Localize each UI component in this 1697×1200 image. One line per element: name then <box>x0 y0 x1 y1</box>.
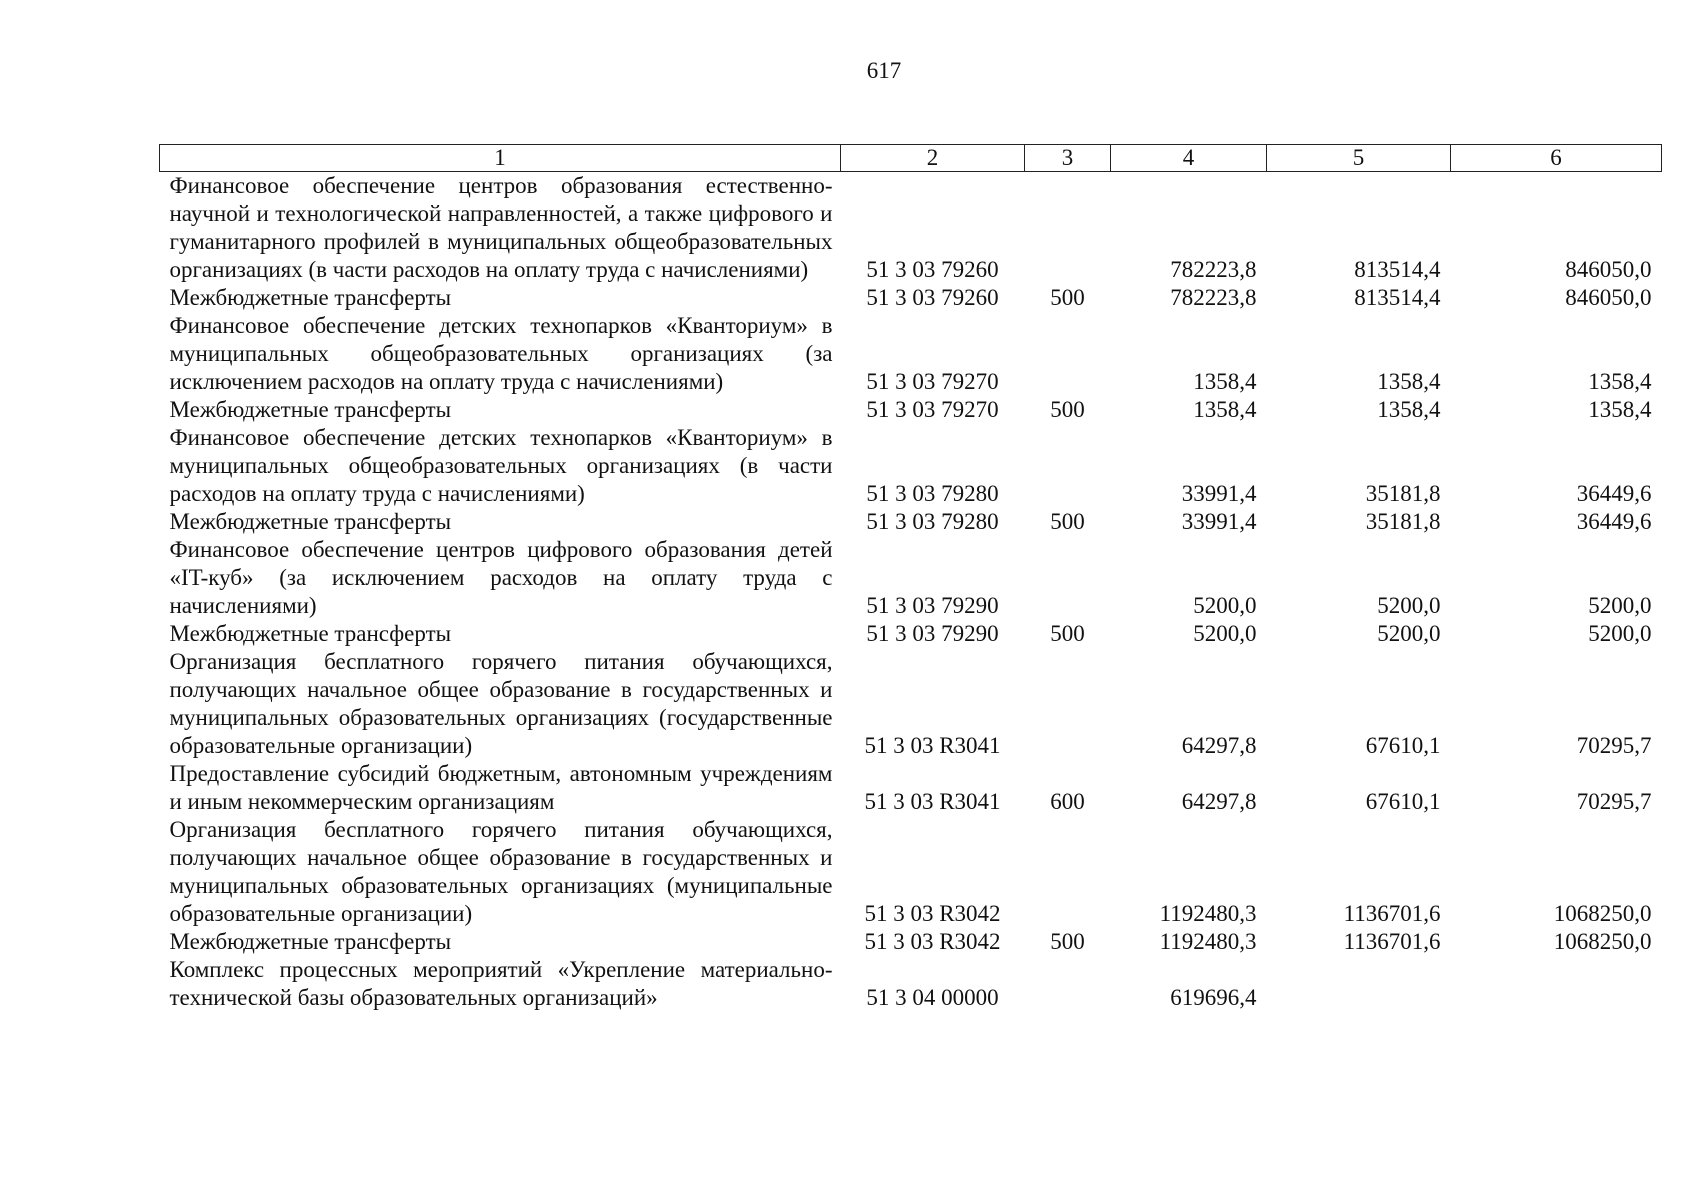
table-row <box>160 956 1662 1012</box>
row-value-6: 1068250,0 <box>1553 901 1652 926</box>
table-row <box>160 620 1662 648</box>
row-value-6 <box>1451 956 1662 1012</box>
row-value-4: 1192480,3 <box>1159 929 1257 954</box>
row-name: Предоставление субсидий бюджетным, автономным учреждениям и иным некоммерческим организациям <box>169 761 833 814</box>
row-code: 51 3 03 79260 <box>866 285 999 310</box>
row-value-6: 846050,0 <box>1565 285 1652 310</box>
row-name: Межбюджетные трансферты <box>169 621 452 646</box>
row-expense-type: 500 <box>1050 397 1085 422</box>
header-cell-1: 1 <box>160 145 841 172</box>
row-expense-type: 500 <box>1050 929 1085 954</box>
row-value-6: 5200,0 <box>1588 621 1652 646</box>
row-code: 51 3 03 R3042 <box>864 929 1001 954</box>
table-row <box>160 284 1662 312</box>
row-name: Межбюджетные трансферты <box>169 509 452 534</box>
table-row <box>160 648 1662 760</box>
header-cell-5: 5 <box>1267 145 1451 172</box>
row-value-5: 35181,8 <box>1365 481 1441 506</box>
row-value-4: 5200,0 <box>1193 621 1257 646</box>
row-name: Организация бесплатного горячего питания обучающихся, получающих начальное общее образование в государственных и муниципальных образовательных организациях (государственные образовательные организации) <box>169 649 833 758</box>
row-value-4: 1358,4 <box>1193 369 1257 394</box>
row-code: 51 3 03 R3041 <box>864 733 1001 758</box>
row-value-6: 1358,4 <box>1588 397 1652 422</box>
row-code: 51 3 03 79280 <box>866 481 999 506</box>
row-value-4: 782223,8 <box>1170 257 1257 282</box>
row-value-6: 70295,7 <box>1576 789 1652 814</box>
row-value-5: 1136701,6 <box>1343 901 1441 926</box>
row-value-6: 1358,4 <box>1588 369 1652 394</box>
row-code: 51 3 03 R3042 <box>864 901 1001 926</box>
row-name: Финансовое обеспечение детских технопарков «Кванториум» в муниципальных общеобразовательных организациях (за исключением расходов на оплату труда с начислениями) <box>169 313 833 394</box>
row-value-5: 5200,0 <box>1377 621 1441 646</box>
row-value-6: 1068250,0 <box>1553 929 1652 954</box>
row-code: 51 3 03 R3041 <box>864 789 1001 814</box>
row-value-5: 5200,0 <box>1377 593 1441 618</box>
row-expense-type <box>1025 312 1111 396</box>
row-value-4: 1192480,3 <box>1159 901 1257 926</box>
row-code: 51 3 03 79270 <box>866 369 999 394</box>
row-expense-type <box>1025 424 1111 508</box>
table-row <box>160 312 1662 396</box>
header-cell-6: 6 <box>1451 145 1662 172</box>
row-name: Комплекс процессных мероприятий «Укрепление материально-технической базы образовательных организаций» <box>169 957 833 1010</box>
row-expense-type <box>1025 956 1111 1012</box>
row-code: 51 3 04 00000 <box>866 985 999 1010</box>
row-value-6: 846050,0 <box>1565 257 1652 282</box>
header-cell-4: 4 <box>1111 145 1267 172</box>
row-expense-type: 500 <box>1050 285 1085 310</box>
row-value-4: 33991,4 <box>1181 509 1257 534</box>
row-value-4: 33991,4 <box>1181 481 1257 506</box>
row-name: Межбюджетные трансферты <box>169 397 452 422</box>
row-value-6: 36449,6 <box>1576 509 1652 534</box>
row-value-5: 1358,4 <box>1377 397 1441 422</box>
table-row <box>160 172 1662 285</box>
row-value-5: 813514,4 <box>1354 285 1441 310</box>
row-value-5: 1358,4 <box>1377 369 1441 394</box>
table-row <box>160 424 1662 508</box>
row-expense-type <box>1025 816 1111 928</box>
row-code: 51 3 03 79270 <box>866 397 999 422</box>
table-row <box>160 536 1662 620</box>
row-name: Финансовое обеспечение центров цифрового образования детей «IT-куб» (за исключением расходов на оплату труда с начислениями) <box>169 537 833 618</box>
row-value-4: 64297,8 <box>1181 733 1257 758</box>
row-value-4: 782223,8 <box>1170 285 1257 310</box>
row-value-5 <box>1267 956 1451 1012</box>
table-body <box>160 172 1662 1013</box>
header-cell-3: 3 <box>1025 145 1111 172</box>
row-value-6: 36449,6 <box>1576 481 1652 506</box>
row-code: 51 3 03 79260 <box>866 257 999 282</box>
row-expense-type <box>1025 648 1111 760</box>
row-value-4: 619696,4 <box>1170 985 1257 1010</box>
row-value-5: 1136701,6 <box>1343 929 1441 954</box>
row-value-5: 813514,4 <box>1354 257 1441 282</box>
row-name: Финансовое обеспечение центров образования естественно-научной и технологической направленностей, а также цифрового и гуманитарного профилей в муниципальных общеобразовательных организациях (в части расходов на оплату труда с начислениями) <box>169 173 833 282</box>
row-name: Организация бесплатного горячего питания обучающихся, получающих начальное общее образование в государственных и муниципальных образовательных организациях (муниципальные образовательные организации) <box>169 817 833 926</box>
table-row <box>160 816 1662 928</box>
header-cell-2: 2 <box>841 145 1025 172</box>
row-value-5: 35181,8 <box>1365 509 1441 534</box>
row-value-5: 67610,1 <box>1365 733 1441 758</box>
table-header <box>160 145 1662 172</box>
row-expense-type: 600 <box>1050 789 1085 814</box>
header-row <box>160 145 1662 172</box>
row-code: 51 3 03 79280 <box>866 509 999 534</box>
row-expense-type: 500 <box>1050 509 1085 534</box>
row-value-6: 70295,7 <box>1576 733 1652 758</box>
table-row <box>160 508 1662 536</box>
table-row <box>160 396 1662 424</box>
row-code: 51 3 03 79290 <box>866 593 999 618</box>
row-value-5: 67610,1 <box>1365 789 1441 814</box>
budget-table <box>159 144 1662 1012</box>
table-row <box>160 928 1662 956</box>
row-value-4: 64297,8 <box>1181 789 1257 814</box>
row-expense-type <box>1025 172 1111 285</box>
row-name: Финансовое обеспечение детских технопарков «Кванториум» в муниципальных общеобразовательных организациях (в части расходов на оплату труда с начислениями) <box>169 425 833 506</box>
row-name: Межбюджетные трансферты <box>169 285 452 310</box>
row-value-6: 5200,0 <box>1588 593 1652 618</box>
page-number: 617 <box>866 58 902 83</box>
row-value-4: 5200,0 <box>1193 593 1257 618</box>
row-code: 51 3 03 79290 <box>866 621 999 646</box>
row-expense-type <box>1025 536 1111 620</box>
row-name: Межбюджетные трансферты <box>169 929 452 954</box>
row-value-4: 1358,4 <box>1193 397 1257 422</box>
table-row <box>160 760 1662 816</box>
row-expense-type: 500 <box>1050 621 1085 646</box>
